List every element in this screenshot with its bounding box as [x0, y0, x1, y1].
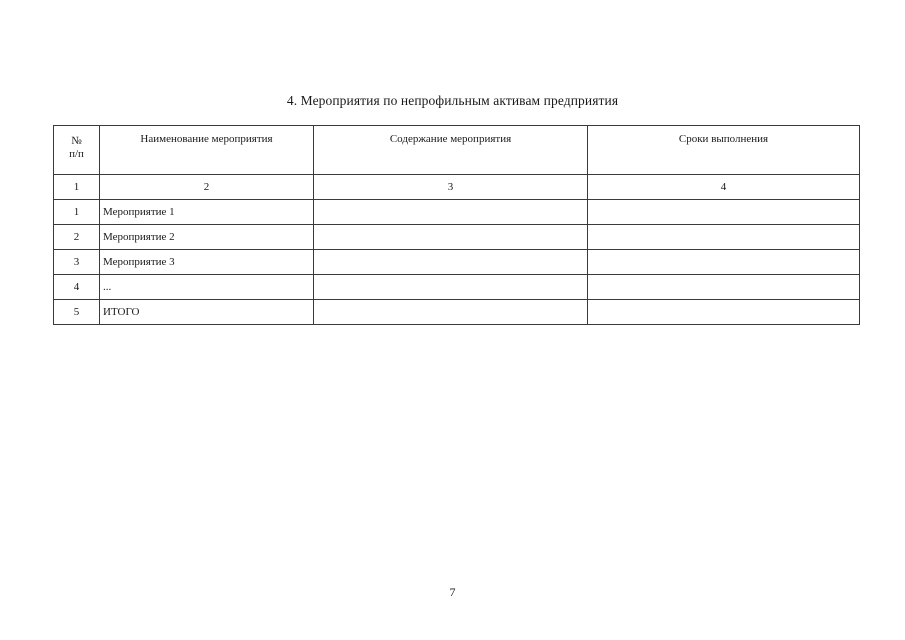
row-number: 4 [54, 275, 100, 300]
row-content [314, 250, 588, 275]
row-name: ИТОГО [100, 300, 314, 325]
table-row-total [54, 300, 860, 325]
row-number: 5 [54, 300, 100, 325]
row-number: 2 [54, 225, 100, 250]
row-terms [588, 250, 860, 275]
row-name: ... [100, 275, 314, 300]
row-terms [588, 200, 860, 225]
table-row [54, 250, 860, 275]
header-number [54, 126, 100, 175]
header-terms: Сроки выполнения [588, 126, 860, 175]
row-name: Мероприятие 1 [100, 200, 314, 225]
header-number-line1: № [71, 135, 82, 147]
row-name: Мероприятие 3 [100, 250, 314, 275]
column-index-row [54, 175, 860, 200]
table-header-row [54, 126, 860, 175]
row-terms [588, 275, 860, 300]
row-number: 3 [54, 250, 100, 275]
row-name: Мероприятие 2 [100, 225, 314, 250]
header-content: Содержание мероприятия [314, 126, 588, 175]
page-number: 7 [449, 585, 456, 599]
page-title: 4. Мероприятия по непрофильным активам предприятия [286, 93, 619, 108]
column-index: 4 [588, 175, 860, 200]
table-row [54, 225, 860, 250]
column-index: 3 [314, 175, 588, 200]
row-content [314, 225, 588, 250]
events-table [53, 125, 860, 325]
row-content [314, 300, 588, 325]
table-row [54, 200, 860, 225]
row-number: 1 [54, 200, 100, 225]
column-index: 1 [54, 175, 100, 200]
row-terms [588, 225, 860, 250]
row-terms [588, 300, 860, 325]
table-row [54, 275, 860, 300]
column-index: 2 [100, 175, 314, 200]
header-name: Наименование мероприятия [100, 126, 314, 175]
header-number-line2: п/п [69, 148, 84, 160]
row-content [314, 275, 588, 300]
row-content [314, 200, 588, 225]
